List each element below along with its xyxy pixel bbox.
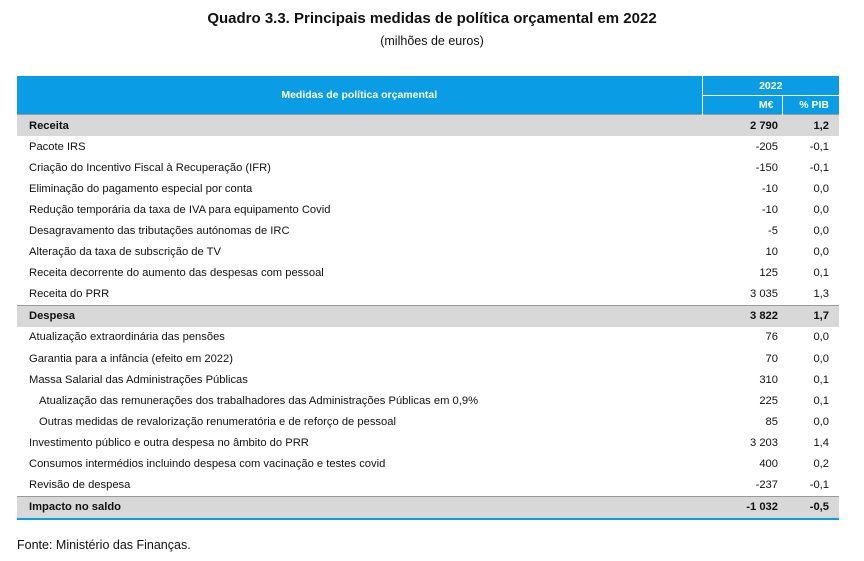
row-value-eur: 3 203 xyxy=(750,436,778,449)
row-label: Receita decorrente do aumento das despesas com pessoal xyxy=(29,267,324,280)
row-value-eur: 85 xyxy=(765,415,778,428)
row-label: Eliminação do pagamento especial por conta xyxy=(29,182,253,195)
row-value-eur: -150 xyxy=(755,161,778,174)
row-value-pib: 0,1 xyxy=(813,373,830,386)
table-row xyxy=(17,199,839,220)
row-value-eur: 3 035 xyxy=(750,288,778,301)
row-label: Receita xyxy=(17,115,702,137)
row-value-pib: 1,4 xyxy=(813,436,830,449)
row-label: Criação do Incentivo Fiscal à Recuperação (IFR) xyxy=(29,161,271,174)
row-value-pib: -0,1 xyxy=(809,479,830,492)
row-label: Garantia para a infância (efeito em 2022) xyxy=(29,352,233,365)
row-label: Outras medidas de revalorização renumeratória e de reforço de pessoal xyxy=(39,415,396,428)
header-measures: Medidas de política orçamental xyxy=(17,76,702,115)
row-value-pib: -0,5 xyxy=(782,496,839,519)
header-pib: % PIB xyxy=(782,96,839,115)
row-value-pib: 0,0 xyxy=(813,225,830,238)
table-row xyxy=(17,411,839,432)
page-title: Quadro 3.3. Principais medidas de política orçamental em 2022 xyxy=(207,10,657,27)
row-value-pib: 1,3 xyxy=(813,288,830,301)
row-value-eur: -10 xyxy=(761,182,778,195)
row-value-pib: 0,0 xyxy=(813,331,830,344)
row-label: Atualização extraordinária das pensões xyxy=(29,331,225,344)
section-row xyxy=(17,115,839,137)
table-row xyxy=(17,369,839,390)
row-label: Alteração da taxa de subscrição de TV xyxy=(29,246,221,259)
table-row xyxy=(17,327,839,348)
table-row xyxy=(17,348,839,369)
row-value-eur: -205 xyxy=(755,140,778,153)
row-label: Receita do PRR xyxy=(29,288,110,301)
header-year: 2022 xyxy=(702,76,839,96)
row-value-eur: 225 xyxy=(759,394,778,407)
row-value-eur: 76 xyxy=(765,331,778,344)
table-row xyxy=(17,263,839,284)
table-row xyxy=(17,242,839,263)
row-value-eur: 125 xyxy=(759,267,778,280)
source-note: Fonte: Ministério das Finanças. xyxy=(17,538,191,552)
total-row xyxy=(17,496,839,519)
table-row xyxy=(17,390,839,411)
row-value-pib: 0,1 xyxy=(813,267,830,280)
row-label: Pacote IRS xyxy=(29,140,86,153)
row-value-eur: 310 xyxy=(759,373,778,386)
row-label: Despesa xyxy=(17,305,702,327)
row-value-pib: -0,1 xyxy=(809,161,830,174)
table-row xyxy=(17,475,839,497)
table-row xyxy=(17,432,839,453)
row-value-eur: 70 xyxy=(765,352,778,365)
section-row xyxy=(17,305,839,327)
table-row xyxy=(17,220,839,241)
budget-measures-table xyxy=(17,76,839,520)
table-row xyxy=(17,157,839,178)
row-value-eur: -5 xyxy=(768,225,778,238)
page-subtitle: (milhões de euros) xyxy=(380,34,484,48)
row-value-pib: 0,0 xyxy=(813,415,830,428)
row-label: Impacto no saldo xyxy=(17,496,702,519)
row-label: Revisão de despesa xyxy=(29,479,131,492)
row-value-pib: 0,0 xyxy=(813,203,830,216)
table-row xyxy=(17,136,839,157)
row-value-eur: -237 xyxy=(755,479,778,492)
table-row xyxy=(17,178,839,199)
row-value-eur: 400 xyxy=(759,458,778,471)
row-value-pib: -0,1 xyxy=(809,140,830,153)
row-value-eur: 3 822 xyxy=(702,305,782,327)
row-value-pib: 0,0 xyxy=(813,352,830,365)
row-value-eur: -10 xyxy=(761,203,778,216)
row-label: Consumos intermédios incluindo despesa com vacinação e testes covid xyxy=(29,458,386,471)
table-row xyxy=(17,454,839,475)
row-value-eur: 10 xyxy=(765,246,778,259)
row-value-eur: 2 790 xyxy=(702,115,782,137)
row-label: Massa Salarial das Administrações Públicas xyxy=(29,373,248,386)
header-eur: M€ xyxy=(702,96,782,115)
row-value-pib: 1,2 xyxy=(782,115,839,137)
row-value-pib: 1,7 xyxy=(782,305,839,327)
row-label: Desagravamento das tributações autónomas de IRC xyxy=(29,225,290,238)
table-body xyxy=(17,115,839,519)
row-label: Investimento público e outra despesa no âmbito do PRR xyxy=(29,436,309,449)
row-value-pib: 0,1 xyxy=(813,394,830,407)
row-value-pib: 0,2 xyxy=(813,458,830,471)
row-value-eur: -1 032 xyxy=(702,496,782,519)
table-row xyxy=(17,284,839,306)
row-label: Atualização das remunerações dos trabalhadores das Administrações Públicas em 0,9% xyxy=(39,394,479,407)
row-label: Redução temporária da taxa de IVA para equipamento Covid xyxy=(29,203,331,216)
row-value-pib: 0,0 xyxy=(813,246,830,259)
row-value-pib: 0,0 xyxy=(813,182,830,195)
